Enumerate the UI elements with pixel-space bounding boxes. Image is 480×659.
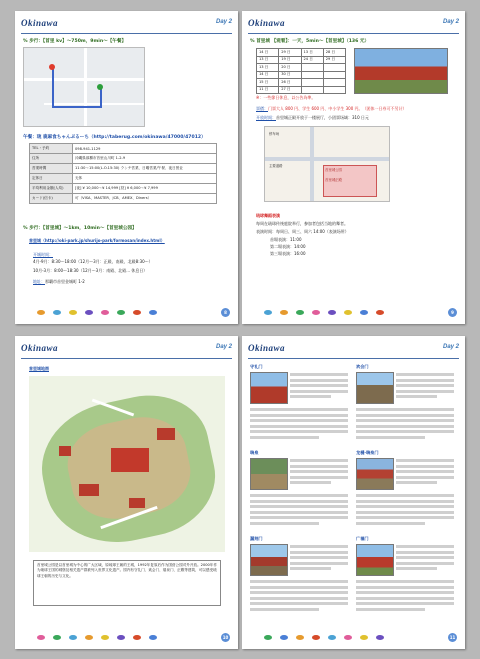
map-caption-box (33, 560, 221, 606)
document-page-11 (242, 336, 465, 649)
okinawa-logo: Okinawa (248, 343, 286, 353)
info-row (30, 144, 217, 154)
days-row (257, 86, 346, 94)
days-cell: 27 日 (279, 86, 301, 94)
days-cell: 20 日 (279, 64, 301, 72)
sight-photo (356, 372, 394, 404)
shuri-title: % 首里城 【观看】：一天，5min～【首里城】（136 元） (250, 39, 370, 44)
access-map (264, 126, 390, 202)
shuri-castle-photo (354, 48, 448, 94)
sight-kankaimon (356, 364, 456, 446)
days-cell (301, 86, 323, 94)
event-time-1: 首場表演：11:00 (270, 237, 302, 242)
restaurant-info-table (29, 143, 217, 204)
info-key: 営業時間 (30, 164, 73, 174)
sight-title: 广福门 (356, 536, 369, 541)
info-value: 11:30～15:00(L.O.15:30) ランチ営業、日曜営業/午餐、夜日營业 (73, 164, 217, 174)
days-cell (301, 64, 323, 72)
event-desc: 每周在琉球传统庭院举行，参加者包括当地的舞者。 (256, 221, 348, 226)
walk2-title: % 步行：【首里城】～1km，10min～【首里城公园】 (23, 226, 137, 231)
event-time-2: 第二場表演：14:00 (270, 244, 306, 249)
day-label: Day 2 (215, 344, 232, 350)
days-cell: 24 日 (301, 56, 323, 64)
days-cell: 19 日 (279, 56, 301, 64)
info-value: 可（VISA、MASTER、JCB、AMEX、Diners） (73, 194, 217, 204)
sight-kofukumon (356, 536, 456, 618)
okinawa-logo: Okinawa (21, 343, 59, 353)
page-number: 9 (448, 308, 457, 317)
document-page-9 (242, 11, 465, 324)
page-header (248, 340, 459, 359)
map-pin-end-icon (97, 84, 103, 90)
document-page-8 (15, 11, 238, 324)
sight-shureimon (250, 364, 350, 446)
info-value: 无休 (73, 174, 217, 184)
page-number: 11 (449, 635, 456, 640)
closed-days-table (256, 48, 346, 94)
sight-title: 龙樋·瑞泉门 (356, 450, 379, 455)
days-row (257, 56, 346, 64)
event-title: 琉球舞蹈表演 (256, 213, 280, 218)
days-cell: 14 日 (257, 49, 279, 57)
fish-footer (250, 633, 457, 643)
map-pin-start-icon (49, 64, 55, 70)
lunch-title: 午餐：琉 鹿麻食ちゃんぷるーち（http://taberug.com/okinawa/47000/47012） (23, 135, 206, 140)
event-times-label: 表演时间：每周日、周三、周六 14:00（表演场所） (256, 229, 349, 234)
info-row (30, 174, 217, 184)
page-number: 8 (221, 308, 230, 317)
info-value: 098-941-1129 (73, 144, 217, 154)
sight-photo (250, 458, 288, 490)
map-label-parking: 停车场 (269, 132, 280, 136)
days-cell: 15 日 (257, 79, 279, 87)
info-key: 住所 (30, 154, 73, 164)
days-cell: 30 日 (279, 71, 301, 79)
event-time-3: 第三場表演：16:00 (270, 251, 306, 256)
day-label: Day 2 (442, 344, 459, 350)
info-key: TEL・予約 (30, 144, 73, 154)
sight-title: 漏刻门 (250, 536, 263, 541)
open-line: 开放时间：首里城正殿开放于一楼展厅，小团票场域：310 日元 (256, 115, 369, 120)
sight-zuisen (250, 450, 350, 532)
okinawa-logo: Okinawa (21, 18, 59, 28)
sight-title: 瑞泉 (250, 450, 259, 455)
days-cell: 29 日 (323, 56, 345, 64)
days-cell (323, 86, 345, 94)
route-title: % 步行：【首里 kv】～750m，9min～【午餐】 (23, 39, 127, 44)
sight-photo (250, 372, 288, 404)
info-row (30, 164, 217, 174)
park-map-title: 首里城地图 (29, 366, 49, 371)
days-cell: 29 日 (279, 49, 301, 57)
info-key: 平均利用金額(人均) (30, 184, 73, 194)
days-cell (323, 64, 345, 72)
sight-photo (250, 544, 288, 576)
hours-label: 开城时间： (33, 252, 53, 257)
page-header (21, 340, 232, 359)
info-key: 定休日 (30, 174, 73, 184)
document-page-10 (15, 336, 238, 649)
day-label: Day 2 (215, 19, 232, 25)
fee-line: 票價：门票大人 800 円、学生 600 円、中小学生 300 円。（团体一日券可不另计） (256, 106, 407, 111)
page-header (21, 15, 232, 34)
sight-title: 守礼门 (250, 364, 263, 369)
page-header (248, 15, 459, 34)
days-cell: 13 日 (301, 49, 323, 57)
sight-photo (356, 544, 394, 576)
park-link[interactable]: 首里城（http://oki-park.jp/shurijo-park/formosan/index.html） (29, 238, 165, 243)
info-value: [夜] ¥ 10,000～¥ 14,999 [昼] ¥ 6,000～¥ 7,999 (73, 184, 217, 194)
days-cell: 13 日 (257, 64, 279, 72)
days-cell (301, 71, 323, 79)
hours-line-2: 10月-3月：8:00～18:30（12月～3月：南殿、北殿... 休息日） (33, 268, 148, 273)
sight-rokokumon (250, 536, 350, 618)
info-row (30, 154, 217, 164)
map-label-road: 主要道路 (269, 164, 283, 168)
days-cell: 14 日 (257, 71, 279, 79)
info-row (30, 194, 217, 204)
days-cell (323, 71, 345, 79)
day-label: Day 2 (442, 19, 459, 25)
info-key: カード(信卡) (30, 194, 73, 204)
map-label-park: 首里城公园 (325, 168, 342, 172)
page-number: 10 (222, 635, 229, 640)
map-caption: 首里城公园是以首里城为中心的广大区域，原琉球王朝的王城，1992年复原后作为国营公园对外开放。2000年作为琉球王国的城堡及相关遗产群被列入世界文化遗产。园内有守礼门、欢会门、瑞泉门、正殿等建筑，可以感受琉球王朝的历史与文化。 (37, 563, 218, 578)
hours-line-1: 4月-9月：8:30～18:00（12月～3月：正殿、南殿、北殿8:30～） (33, 259, 153, 264)
map-label-castle: 首里城正殿 (325, 178, 342, 182)
days-row (257, 79, 346, 87)
info-value: 沖縄県那覇市首里山川町 1-2-9 (73, 154, 217, 164)
illustrated-park-map (29, 376, 225, 552)
route-map (23, 47, 145, 127)
closed-note: ※：一些節日休息，以公告為準。 (256, 95, 316, 100)
sight-title: 欢会门 (356, 364, 369, 369)
days-cell: 26 日 (279, 79, 301, 87)
sight-ryuhi (356, 450, 456, 532)
days-cell: 11 日 (257, 86, 279, 94)
days-row (257, 49, 346, 57)
days-row (257, 71, 346, 79)
days-cell (323, 79, 345, 87)
okinawa-logo: Okinawa (248, 18, 286, 28)
sight-photo (356, 458, 394, 490)
info-row (30, 184, 217, 194)
fish-footer (23, 633, 230, 643)
days-cell: 28 日 (323, 49, 345, 57)
days-cell (301, 79, 323, 87)
fish-footer (23, 308, 230, 318)
fish-footer (250, 308, 457, 318)
days-row (257, 64, 346, 72)
address-line: 地址：那覇市首里金城町 1-2 (33, 279, 85, 284)
days-cell: 13 日 (257, 56, 279, 64)
